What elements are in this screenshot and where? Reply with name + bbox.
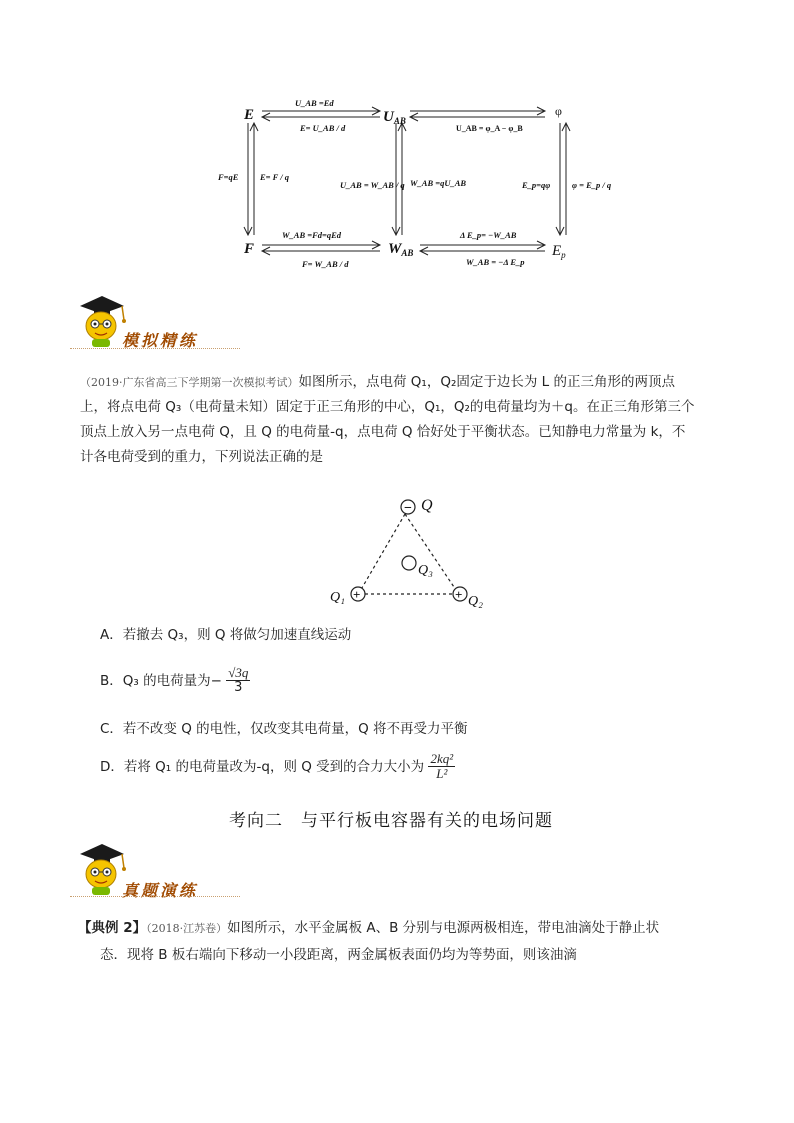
label-mid-left: U_AB = W_AB / q: [340, 180, 405, 190]
label-bottom-right-bottom: W_AB = −Δ E_p: [466, 257, 525, 267]
node-E: E: [244, 107, 255, 123]
label-mid-right: W_AB =qU_AB: [410, 178, 467, 188]
question-1-text-1: 如图所示，点电荷 Q₁，Q₂固定于边长为 L 的正三角形的两顶点: [298, 374, 675, 390]
example-2-paragraph: [78, 915, 728, 968]
section-banner-real-exam: [70, 840, 240, 900]
option-C[interactable]: C．若不改变 Q 的电性，仅改变其电荷量，Q 将不再受力平衡: [100, 721, 468, 737]
mascot-graduate-icon: [70, 840, 130, 900]
option-D-prefix: D．若将 Q₁ 的电荷量改为-q，则 Q 受到的合力大小为: [100, 758, 425, 775]
option-B-numerator: √3q: [228, 665, 249, 680]
node-Ep-sub: p: [561, 250, 566, 260]
node-WAB: W: [388, 241, 402, 257]
option-D-denominator: L²: [436, 766, 448, 782]
question-1-source: （2019·广东省高三下学期第一次模拟考试）: [80, 376, 299, 389]
label-top-right-bottom: U_AB = φ_A − φ_B: [456, 124, 523, 133]
label-left-inner: E= F / q: [260, 172, 290, 182]
node-WAB-sub: AB: [401, 248, 414, 258]
node-UAB: U: [383, 109, 394, 125]
formula-relationship-diagram: [200, 95, 620, 275]
option-B-denominator: 3: [234, 680, 243, 696]
example-2-line-1: [78, 915, 728, 942]
option-D-numerator: 2kq²: [430, 751, 454, 766]
example-2-line-2: 态．现将 B 板右端向下移动一小段距离，两金属板表面仍均为等势面，则该油滴: [100, 947, 577, 963]
question-1-line-3: 顶点上放入另一点电荷 Q，且 Q 的电荷量-q，点电荷 Q 恰好处于平衡状态。已知静电力常量为 k，不: [80, 424, 686, 440]
banner-underline: [70, 896, 240, 897]
question-1-line-2: 上，将点电荷 Q₃（电荷量未知）固定于正三角形的中心，Q₁，Q₂的电荷量均为＋q。在正三角形第三个: [80, 399, 695, 415]
charge-Q1-sign: +: [353, 587, 361, 602]
charge-Q-label: Q: [421, 497, 433, 514]
banner-underline: [70, 348, 240, 349]
example-2-source: （2018·江苏卷）: [146, 922, 228, 935]
charge-Q-sign: −: [404, 501, 412, 516]
section-banner-practice: [70, 292, 240, 352]
option-A[interactable]: A．若撤去 Q₃，则 Q 将做匀加速直线运动: [100, 627, 352, 643]
charge-Q1-label: Q₁: [330, 590, 345, 605]
label-right-right: φ = E_p / q: [572, 180, 612, 190]
triangle-charge-figure: [325, 490, 495, 615]
svg-text:WAB: [388, 241, 413, 258]
option-D[interactable]: [100, 752, 455, 782]
label-bottom-left-top: W_AB =Fd=qEd: [282, 230, 342, 240]
charge-Q2-sign: +: [455, 587, 463, 602]
charge-Q2-label: Q₂: [468, 594, 483, 609]
charge-Q3-circle: [402, 556, 416, 570]
mascot-graduate-icon: [70, 292, 130, 352]
section-title: 考向二 与平行板电容器有关的电场问题: [229, 811, 553, 831]
label-left-outer: F=qE: [218, 172, 239, 182]
option-B[interactable]: [100, 666, 250, 696]
label-top-left-bottom: E= U_AB / d: [300, 123, 346, 133]
example-2-text-1: 如图所示，水平金属板 A、B 分别与电源两极相连，带电油滴处于静止状: [227, 920, 660, 936]
charge-Q3-label: Q₃: [418, 563, 433, 578]
node-Ep: E: [552, 243, 562, 259]
banner-label-real-exam: 真题演练: [122, 881, 199, 900]
option-B-fraction: [226, 666, 250, 696]
example-2-tag: 【典例 2】: [78, 920, 147, 936]
svg-text:Ep: [551, 243, 566, 260]
label-bottom-right-top: Δ E_p= −W_AB: [460, 230, 517, 240]
node-F: F: [244, 241, 255, 257]
label-right-left: E_p=qφ: [522, 180, 551, 190]
node-UAB-sub: AB: [393, 116, 406, 126]
question-1-line-1: [80, 370, 720, 395]
option-D-fraction: [428, 752, 455, 782]
question-1-paragraph: [80, 370, 720, 470]
banner-label-practice: 模拟精练: [122, 331, 199, 350]
label-top-left-top: U_AB =Ed: [295, 98, 334, 108]
node-phi: φ: [555, 104, 562, 118]
question-1-line-4: 计各电荷受到的重力，下列说法正确的是: [80, 449, 323, 465]
option-B-prefix: B．Q₃ 的电荷量为−: [100, 672, 222, 689]
label-bottom-left-bottom: F= W_AB / d: [302, 259, 349, 269]
svg-text:UAB: [383, 109, 406, 126]
